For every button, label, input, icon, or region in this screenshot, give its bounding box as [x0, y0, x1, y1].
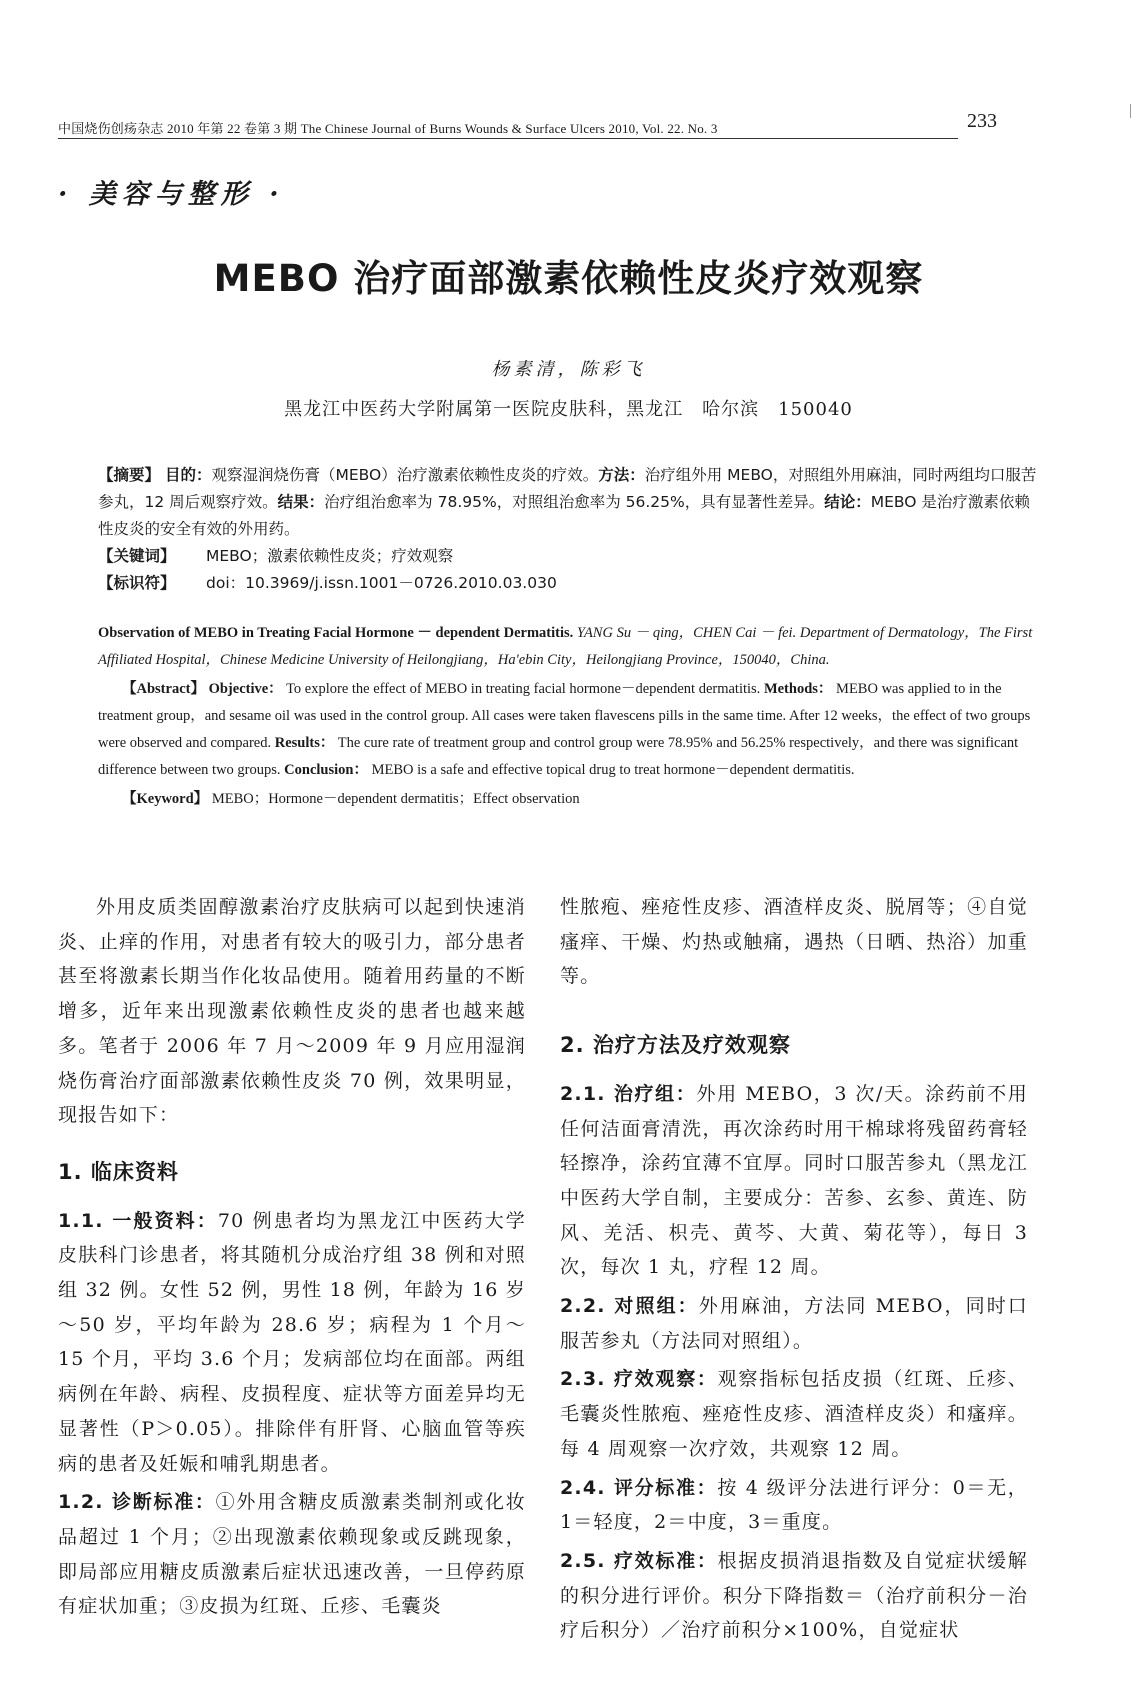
english-conclusion-text: MEBO is a safe and effective topical drug to treat hormone－dependent dermatitis. [371, 762, 855, 778]
english-methods-text: MEBO was applied to in the treatment group，and sesame oil was used in the control group. All cases were taken flavescens pills in the same time. After 12 weeks，the effect of two groups were observed and compared. [98, 681, 1031, 751]
english-conclusion-label: Conclusion： [284, 762, 368, 778]
section-2-5-text: 根据皮损消退指数及自觉症状缓解的积分进行评价。积分下降指数＝（治疗前积分－治疗后积分）／治疗前积分×100%，自觉症状 [560, 1549, 1028, 1642]
section-2-4-text: 按 4 级评分法进行评分：0＝无，1＝轻度，2＝中度，3＝重度。 [560, 1476, 1028, 1534]
section-2-2-label: 2.2. 对照组： [560, 1295, 699, 1318]
heading-treatment: 2. 治疗方法及疗效观察 [560, 1033, 791, 1058]
english-objective-text: To explore the effect of MEBO in treating facial hormone－dependent dermatitis. [286, 681, 761, 697]
keywords-label: 【关键词】 [98, 547, 176, 565]
english-methods-label: Methods： [763, 681, 833, 697]
abstract-paragraph [98, 462, 1038, 543]
section-2-3-text: 观察指标包括皮损（红斑、丘疹、毛囊炎性脓疱、痤疮性皮疹、酒渣样皮炎）和瘙痒。每 4 周观察一次疗效，共观察 12 周。 [560, 1368, 1028, 1460]
page-edge-mark [1130, 104, 1137, 118]
section-2-2 [560, 1289, 1028, 1358]
conclusion-text: MEBO 是治疗激素依赖性皮炎的安全有效的外用药。 [98, 493, 1030, 538]
identifier-row [98, 570, 1038, 597]
body-right-column [560, 890, 1028, 1652]
section-1-2-continued: 性脓疱、痤疮性皮疹、酒渣样皮炎、脱屑等；④自觉瘙痒、干燥、灼热或触痛，遇热（日晒、热浴）加重等。 [560, 896, 1028, 988]
heading-clinical-data: 1. 临床资料 [58, 1159, 179, 1184]
section-2-4 [560, 1471, 1028, 1540]
result-text: 治疗组治愈率为 78.95%，对照组治愈率为 56.25%，具有显著性差异。 [324, 493, 825, 511]
section-2-5-label: 2.5. 疗效标准： [560, 1549, 718, 1572]
body-left-column [58, 890, 526, 1628]
section-2-3-label: 2.3. 疗效观察： [560, 1368, 718, 1391]
english-results-text: The cure rate of treatment group and control group were 78.95% and 56.25% respectively，and there was significant difference between two groups. [98, 735, 1019, 778]
authors: 杨素清，陈彩飞 [491, 359, 646, 380]
keywords-row [98, 543, 1038, 570]
page-number: 233 [967, 110, 997, 132]
affiliation: 黑龙江中医药大学附属第一医院皮肤科，黑龙江 哈尔滨 150040 [284, 399, 853, 420]
identifier-label: 【标识符】 [98, 574, 176, 592]
section-2-4-label: 2.4. 评分标准： [560, 1476, 718, 1499]
running-head: 中国烧伤创疡杂志 2010 年第 22 卷第 3 期 The Chinese Journal of Burns Wounds & Surface Ulcers 2010, Vol. 22. No. 3 [58, 118, 958, 139]
intro-paragraph: 外用皮质类固醇激素治疗皮肤病可以起到快速消炎、止痒的作用，对患者有较大的吸引力，部分患者甚至将激素长期当作化妆品使用。随着用药量的不断增多，近年来出现激素依赖性皮炎的患者也越来越多。笔者于 2006 年 7 月～2009 年 9 月应用湿润烧伤膏治疗面部激素依赖性皮炎 70 例，效果明显，现报告如下： [58, 896, 526, 1127]
section-1-2-text: ①外用含糖皮质激素类制剂或化妆品超过 1 个月；②出现激素依赖现象或反跳现象，即局部应用糖皮质激素后症状迅速改善，一旦停药原有症状加重；③皮损为红斑、丘疹、毛囊炎 [58, 1491, 526, 1618]
english-keywords [98, 786, 1038, 813]
result-label: 结果： [277, 493, 325, 511]
method-label: 方法： [598, 466, 645, 484]
section-2-2-text: 外用麻油，方法同 MEBO，同时口服苦参丸（方法同对照组）。 [560, 1295, 1028, 1352]
english-header [98, 620, 1038, 674]
abstract-label: 【摘要】 [98, 466, 161, 484]
objective-text: 观察湿润烧伤膏（MEBO）治疗激素依赖性皮炎的疗效。 [211, 466, 599, 484]
english-abstract-label: 【Abstract】 [122, 681, 205, 697]
english-title: Observation of MEBO in Treating Facial Hormone － dependent Dermatitis. [98, 625, 574, 641]
objective-label: 目的： [164, 466, 212, 484]
english-keywords-label: 【Keyword】 [122, 791, 209, 807]
english-keywords-text: MEBO；Hormone－dependent dermatitis；Effect observation [211, 791, 580, 807]
chinese-abstract [98, 462, 1038, 597]
section-2-5 [560, 1544, 1028, 1648]
section-1-2-label: 1.2. 诊断标准： [58, 1491, 216, 1514]
section-2-3 [560, 1362, 1028, 1466]
section-2-1-label: 2.1. 治疗组： [560, 1082, 697, 1105]
keywords-text: MEBO；激素依赖性皮炎；疗效观察 [206, 547, 454, 565]
english-abstract [98, 620, 1038, 813]
english-abstract-paragraph [98, 676, 1038, 784]
section-1-2 [58, 1485, 526, 1624]
article-title: MEBO 治疗面部激素依赖性皮炎疗效观察 [213, 257, 924, 300]
method-text: 治疗组外用 MEBO，对照组外用麻油，同时两组均口服苦参丸，12 周后观察疗效。 [98, 466, 1037, 511]
conclusion-label: 结论： [824, 493, 871, 511]
section-1-1-text: 70 例患者均为黑龙江中医药大学皮肤科门诊患者，将其随机分成治疗组 38 例和对照组 32 例。女性 52 例，男性 18 例，年龄为 16 岁～50 岁，平均年龄为 28.6 岁；病程为 1 个月～15 个月，平均 3.6 个月；发病部位均在面部。两组病例在年龄、病程、皮损程度、症状等方面差异均无显著性（P＞0.05）。排除伴有肝肾、心脑血管等疾病的患者及妊娠和哺乳期患者。 [58, 1209, 526, 1475]
identifier-text: doi：10.3969/j.issn.1001－0726.2010.03.030 [206, 574, 557, 592]
section-1-1 [58, 1204, 526, 1482]
english-results-label: Results： [274, 735, 335, 751]
english-affiliation: Department of Dermatology，The First Affiliated Hospital，Chinese Medicine University of Heilongjiang，Ha'ebin City，Heilongjiang Province，150040，China. [98, 625, 1033, 668]
section-2-1-text: 外用 MEBO，3 次/天。涂药前不用任何洁面膏清洗，再次涂药时用干棉球将残留药膏轻轻擦净，涂药宜薄不宜厚。同时口服苦参丸（黑龙江中医药大学自制，主要成分：苦参、玄参、黄连、防风、羌活、枳壳、黄芩、大黄、菊花等），每日 3 次，每次 1 丸，疗程 12 周。 [560, 1082, 1028, 1279]
section-2-1 [560, 1077, 1028, 1285]
english-authors: YANG Su － qing，CHEN Cai － fei. [576, 625, 797, 641]
english-objective-label: Objective： [208, 681, 283, 697]
section-1-1-label: 1.1. 一般资料： [58, 1209, 218, 1232]
section-tag: · 美容与整形 · [58, 179, 285, 210]
